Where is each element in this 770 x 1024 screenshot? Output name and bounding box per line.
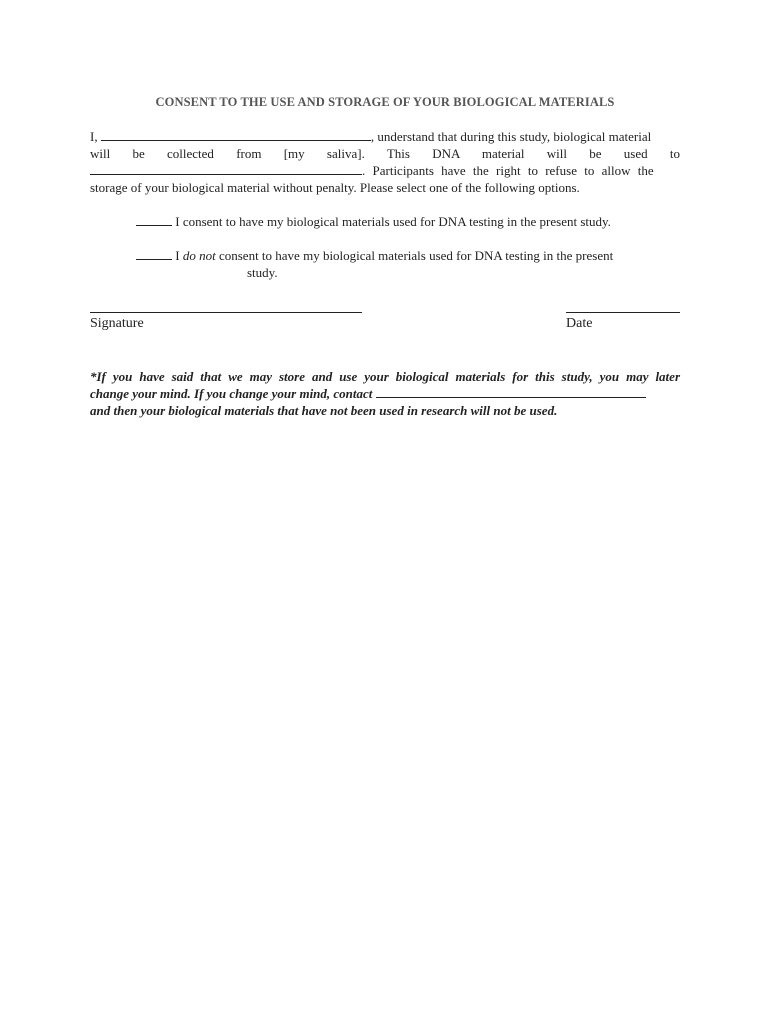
not-consent-emphasis: do not xyxy=(182,248,216,263)
note-line-1: *If you have said that we may store and use your biological materials for this study, you may later xyxy=(90,369,680,384)
not-consent-prefix: I xyxy=(175,248,180,263)
document-title: CONSENT TO THE USE AND STORAGE OF YOUR BIOLOGICAL MATERIALS xyxy=(155,95,615,109)
note-text: change your mind. If you change your mind, contact xyxy=(90,386,373,401)
purpose-blank xyxy=(90,162,362,175)
not-consent-continuation: study. xyxy=(247,265,278,280)
signature-line[interactable] xyxy=(90,312,362,313)
paragraph-text: , understand that during this study, biological material xyxy=(370,129,652,144)
note-line-3: and then your biological materials that have not been used in research will not be used. xyxy=(90,403,558,418)
paragraph-line-2: will be collected from [my saliva]. This DNA material will be used to xyxy=(90,146,680,161)
date-line[interactable] xyxy=(566,312,680,313)
name-blank xyxy=(101,128,371,141)
paragraph-line-1 xyxy=(90,128,680,145)
paragraph-line-4: storage of your biological material without penalty. Please select one of the following options. xyxy=(90,180,580,195)
paragraph-text: . Participants have the right to refuse to allow the xyxy=(362,163,654,178)
consent-checkbox-blank[interactable] xyxy=(136,213,172,226)
signature-label: Signature xyxy=(90,316,144,331)
paragraph-line-3 xyxy=(90,162,680,179)
not-consent-text: consent to have my biological materials used for DNA testing in the present xyxy=(218,248,614,263)
paragraph-text: I, xyxy=(90,129,98,144)
note-line-2 xyxy=(90,385,680,402)
contact-blank xyxy=(376,385,646,398)
not-consent-option xyxy=(136,247,613,264)
not-consent-checkbox-blank[interactable] xyxy=(136,247,172,260)
consent-option xyxy=(136,213,611,230)
consent-option-text: I consent to have my biological materials used for DNA testing in the present study. xyxy=(175,214,611,229)
date-label: Date xyxy=(566,316,593,331)
